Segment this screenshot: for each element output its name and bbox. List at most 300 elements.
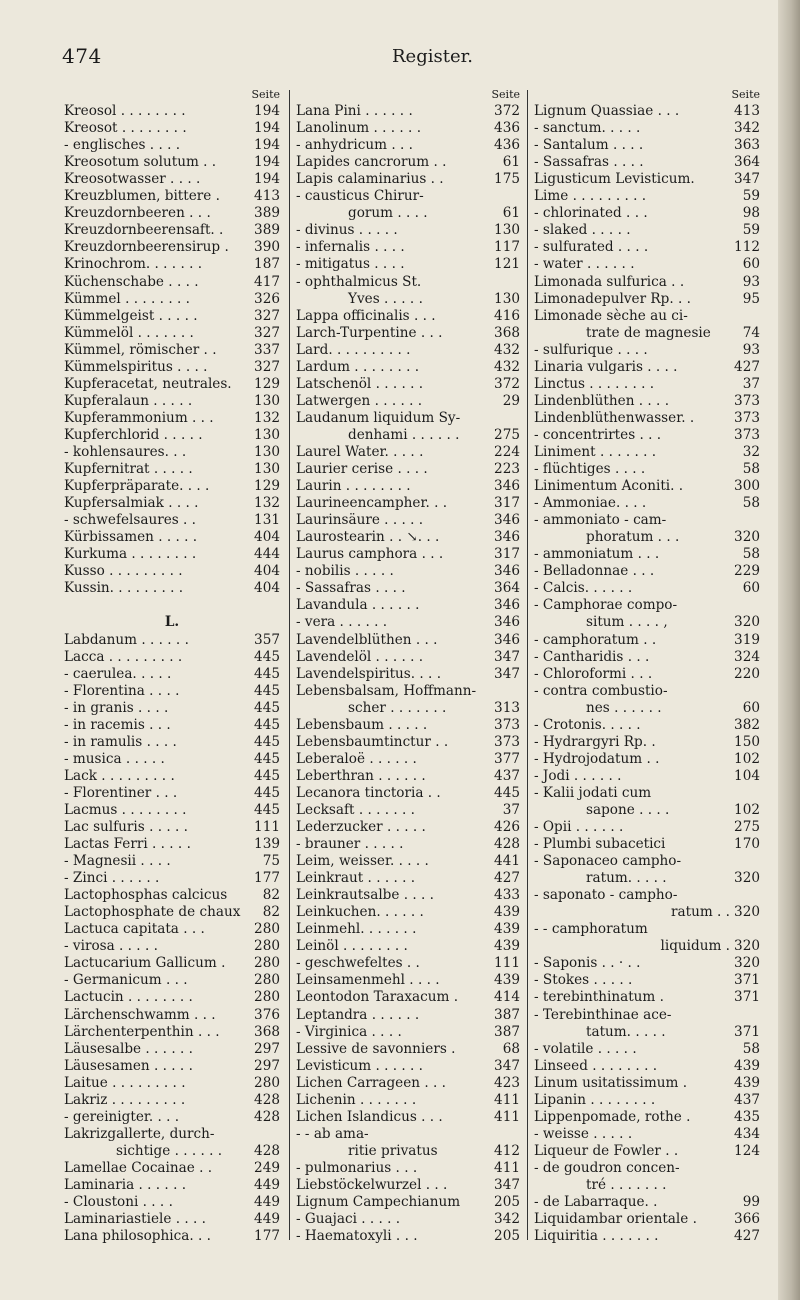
index-entry: [64, 734, 280, 751]
index-entry: [296, 154, 520, 171]
page-reference: 68: [502, 1040, 520, 1057]
entry-term: L.: [164, 614, 180, 631]
page-reference: 404: [254, 580, 280, 597]
index-entry: [296, 1194, 520, 1211]
index-entry: [534, 717, 760, 734]
index-entry: [64, 1058, 280, 1075]
entry-term: Leptandra . . . . . .: [296, 1006, 420, 1023]
page-reference: 249: [254, 1159, 280, 1176]
entry-term: phoratum . . .: [586, 529, 680, 546]
index-column-1: [64, 86, 280, 1245]
page-reference: 427: [734, 1228, 760, 1245]
entry-term: Latschenöl . . . . . .: [296, 375, 424, 392]
index-entry: [296, 785, 520, 802]
column-heading: [296, 86, 520, 103]
page-reference: 347: [494, 1177, 520, 1193]
entry-term: - ophthalmicus St.: [296, 273, 422, 290]
entry-term: Kupferacetat, neutrales.: [64, 375, 232, 392]
page-reference: 437: [734, 1091, 760, 1108]
index-entry: [534, 853, 760, 870]
page-reference: 297: [254, 1040, 280, 1057]
page-reference: 449: [254, 1211, 280, 1228]
index-entry: [296, 529, 520, 546]
index-entry: [534, 529, 760, 546]
index-entry: [296, 904, 520, 921]
entry-term: - Kalii jodati cum: [534, 784, 652, 801]
page-reference: 342: [734, 120, 760, 137]
index-entry: [534, 239, 760, 256]
page-reference: 130: [254, 392, 280, 409]
entry-term: - water . . . . . .: [534, 256, 635, 273]
page-reference: 99: [742, 1194, 760, 1211]
entry-term: Lindenblüthenwasser. .: [534, 409, 695, 426]
entry-term: - ammoniato - cam-: [534, 512, 667, 529]
entry-term: Lana philosophica. . .: [64, 1228, 211, 1245]
index-entry: [534, 308, 760, 325]
index-entry: [296, 955, 520, 972]
page-reference: 58: [742, 461, 760, 478]
entry-term: - Saponaceo campho-: [534, 853, 682, 870]
index-entry: [64, 222, 280, 239]
entry-term: - Germanicum . . .: [64, 972, 188, 989]
entry-term: Limonade sèche au ci-: [534, 307, 688, 324]
page-reference: 364: [494, 580, 520, 597]
entry-term: Lessive de savonniers .: [296, 1040, 456, 1057]
index-entry: [534, 887, 760, 904]
entry-term: Küchenschabe . . . .: [64, 273, 199, 290]
entry-term: Liqueur de Fowler . .: [534, 1142, 679, 1159]
index-entry: [64, 785, 280, 802]
entry-term: Kreuzblumen, bittere .: [64, 188, 220, 205]
entry-term: - gereinigter. . . .: [64, 1108, 180, 1125]
entry-term: Lacmus . . . . . . . .: [64, 801, 187, 818]
entry-term: Lichen Islandicus . . .: [296, 1108, 443, 1125]
page-reference: 205: [494, 1228, 520, 1245]
seite-label: Seite: [251, 88, 280, 101]
index-entry: [296, 734, 520, 751]
entry-term: denhami . . . . . .: [348, 426, 460, 443]
entry-term: Krinochrom. . . . . . .: [64, 256, 203, 273]
entry-term: Kümmel . . . . . . . .: [64, 290, 190, 307]
entry-term: - Sassafras . . . .: [296, 580, 406, 597]
page-reference: 439: [494, 921, 520, 938]
index-entry: [534, 904, 760, 921]
index-entry: [64, 239, 280, 256]
index-entry: [64, 632, 280, 649]
index-entry: [534, 802, 760, 819]
entry-term: - weisse . . . . .: [534, 1125, 633, 1142]
index-entry: [64, 563, 280, 580]
entry-term: Lactophosphas calcicus: [64, 887, 228, 904]
entry-term: Kupferchlorid . . . . .: [64, 426, 203, 443]
page-reference: 382: [734, 716, 760, 733]
index-entry: [64, 154, 280, 171]
page-reference: 194: [254, 120, 280, 137]
index-entry: [64, 308, 280, 325]
entry-term: Kümmelspiritus . . . .: [64, 358, 208, 375]
index-entry: [64, 870, 280, 887]
page-reference: 346: [494, 478, 520, 495]
page-reference: 346: [494, 631, 520, 648]
entry-term: Laurier cerise . . . .: [296, 461, 428, 478]
index-entry: [296, 1058, 520, 1075]
page-reference: 102: [734, 750, 760, 767]
page-reference: 275: [494, 426, 520, 443]
entry-term: - Saponis . . · . .: [534, 955, 641, 972]
entry-term: Liquidambar orientale .: [534, 1211, 697, 1228]
index-entry: [534, 955, 760, 972]
index-entry: [296, 1228, 520, 1245]
index-entry: [64, 461, 280, 478]
page-reference: 327: [254, 307, 280, 324]
index-entry: [296, 461, 520, 478]
page-reference: 320: [734, 614, 760, 631]
index-entry: [296, 614, 520, 631]
index-entry: [296, 393, 520, 410]
page-reference: 275: [734, 819, 760, 836]
entry-term: Lignum Campechianum: [296, 1194, 461, 1211]
index-entry: [296, 291, 520, 308]
page-reference: 205: [494, 1194, 520, 1211]
entry-term: - Florentiner . . .: [64, 784, 178, 801]
entry-term: Lecksaft . . . . . . .: [296, 801, 415, 818]
index-entry: [534, 1075, 760, 1092]
index-entry: [64, 1228, 280, 1245]
page-reference: 130: [254, 426, 280, 443]
page-reference: 445: [254, 716, 280, 733]
index-entry: [64, 529, 280, 546]
entry-term: Kupfernitrat . . . . .: [64, 461, 193, 478]
index-entry: [534, 512, 760, 529]
page-reference: 317: [494, 495, 520, 512]
entry-term: Lanolinum . . . . . .: [296, 120, 422, 137]
index-entry: [296, 444, 520, 461]
page-reference: 313: [494, 699, 520, 716]
entry-term: Kreosotum solutum . .: [64, 154, 217, 171]
index-entry: [296, 171, 520, 188]
index-entry: [64, 955, 280, 972]
entry-term: - causticus Chirur-: [296, 188, 424, 205]
entry-term: Levisticum . . . . . .: [296, 1057, 423, 1074]
page-reference: 437: [494, 767, 520, 784]
page-reference: 436: [494, 137, 520, 154]
index-entry: [534, 870, 760, 887]
index-entry: [296, 597, 520, 614]
entry-term: Lippenpomade, rothe .: [534, 1108, 691, 1125]
entry-term: Laurus camphora . . .: [296, 546, 444, 563]
index-entry: [534, 410, 760, 427]
index-entry: [64, 291, 280, 308]
entry-term: Lactas Ferri . . . . .: [64, 836, 191, 853]
entry-term: - brauner . . . . .: [296, 836, 404, 853]
page-reference: 413: [254, 188, 280, 205]
index-entry: [296, 1041, 520, 1058]
entry-term: Kreosotwasser . . . .: [64, 171, 201, 188]
page-reference: 434: [734, 1125, 760, 1142]
index-entry: [534, 120, 760, 137]
index-entry: [534, 427, 760, 444]
index-entry: [64, 1024, 280, 1041]
page-reference: 368: [494, 324, 520, 341]
entry-term: Lipanin . . . . . . . .: [534, 1091, 656, 1108]
index-entry: [64, 342, 280, 359]
page-reference: 75: [262, 853, 280, 870]
page-reference: 29: [502, 392, 520, 409]
index-entry: [534, 1058, 760, 1075]
page-reference: 413: [734, 103, 760, 120]
page-reference: 280: [254, 921, 280, 938]
entry-term: Ligusticum Levisticum.: [534, 171, 695, 188]
entry-term: - - ab ama-: [296, 1125, 369, 1142]
entry-term: Lana Pini . . . . . .: [296, 103, 413, 120]
page-reference: 130: [494, 222, 520, 239]
entry-term: - caerulea. . . . .: [64, 665, 172, 682]
index-entry: [534, 1211, 760, 1228]
entry-term: Kupferalaun . . . . .: [64, 392, 193, 409]
index-entry: [534, 1194, 760, 1211]
page-reference: 371: [734, 989, 760, 1006]
page-reference: 445: [494, 784, 520, 801]
entry-term: Kreuzdornbeeren . . .: [64, 205, 211, 222]
entry-term: - slaked . . . . .: [534, 222, 631, 239]
index-entry: [296, 1007, 520, 1024]
entry-term: Laminariastiele . . . .: [64, 1211, 206, 1228]
entry-term: Lakriz . . . . . . . . .: [64, 1091, 186, 1108]
index-entry: [64, 1211, 280, 1228]
page-reference: 371: [734, 1023, 760, 1040]
entry-term: Lebensbaum . . . . .: [296, 716, 428, 733]
entry-term: - Magnesii . . . .: [64, 853, 171, 870]
page-reference: 404: [254, 529, 280, 546]
page-reference: 95: [742, 290, 760, 307]
index-entry: [534, 171, 760, 188]
page-reference: 346: [494, 614, 520, 631]
index-entry: [64, 120, 280, 137]
page-reference: 320: [734, 904, 760, 921]
page-reference: 320: [734, 938, 760, 955]
index-entry: [64, 1092, 280, 1109]
entry-term: - Camphorae compo-: [534, 597, 678, 614]
column-divider: [527, 90, 528, 1240]
entry-term: liquidum .: [660, 938, 730, 955]
page-reference: 389: [254, 222, 280, 239]
index-entry: [534, 188, 760, 205]
index-entry: [64, 768, 280, 785]
page-reference: 445: [254, 750, 280, 767]
page-reference: 93: [742, 341, 760, 358]
entry-term: Leontodon Taraxacum .: [296, 989, 459, 1006]
entry-term: - Plumbi subacetici: [534, 836, 666, 853]
page-reference: 327: [254, 358, 280, 375]
index-entry: [296, 989, 520, 1006]
entry-term: Lavendelspiritus. . . .: [296, 665, 442, 682]
index-entry: [64, 819, 280, 836]
entry-term: Lignum Quassiae . . .: [534, 103, 680, 120]
index-entry: [296, 205, 520, 222]
index-entry: [296, 103, 520, 120]
index-entry: [534, 461, 760, 478]
entry-term: Larch-Turpentine . . .: [296, 324, 443, 341]
entry-term: - Florentina . . . .: [64, 682, 180, 699]
page-reference: 346: [494, 597, 520, 614]
page-reference: 371: [734, 972, 760, 989]
page-reference: 111: [254, 819, 280, 836]
page-reference: 32: [742, 443, 760, 460]
entry-term: - Hydrargyri Rp. .: [534, 733, 656, 750]
index-entry: [534, 768, 760, 785]
entry-term: Lärchenterpenthin . . .: [64, 1023, 220, 1040]
entry-term: Lardum . . . . . . . .: [296, 358, 420, 375]
index-columns: [64, 86, 778, 1286]
entry-term: Kümmel, römischer . .: [64, 341, 217, 358]
entry-term: Lederzucker . . . . .: [296, 819, 426, 836]
page-reference: 320: [734, 529, 760, 546]
page-reference: 423: [494, 1074, 520, 1091]
page-reference: 387: [494, 1023, 520, 1040]
page-reference: 300: [734, 478, 760, 495]
index-entry: [296, 836, 520, 853]
index-entry: [64, 512, 280, 529]
entry-term: Leinkuchen. . . . . .: [296, 904, 424, 921]
page-reference: 59: [742, 188, 760, 205]
book-spine-shadow: [778, 0, 800, 1300]
page-reference: 363: [734, 137, 760, 154]
entry-term: Leberaloë . . . . . .: [296, 750, 417, 767]
page-reference: 60: [742, 256, 760, 273]
index-entry: [534, 580, 760, 597]
page-reference: 439: [494, 938, 520, 955]
page-reference: 37: [502, 801, 520, 818]
page-reference: 412: [494, 1142, 520, 1159]
page-reference: 132: [254, 409, 280, 426]
page-reference: 347: [494, 665, 520, 682]
entry-term: Lavendelöl . . . . . .: [296, 648, 424, 665]
index-entry: [64, 1109, 280, 1126]
index-entry: [534, 632, 760, 649]
entry-term: sapone . . . .: [586, 801, 670, 818]
entry-term: - pulmonarius . . .: [296, 1159, 418, 1176]
page-reference: 280: [254, 972, 280, 989]
index-entry: [296, 887, 520, 904]
index-entry: [64, 188, 280, 205]
index-entry: [64, 1075, 280, 1092]
index-entry: [296, 376, 520, 393]
index-entry: [296, 819, 520, 836]
entry-term: Lapis calaminarius . .: [296, 171, 444, 188]
index-entry: [296, 580, 520, 597]
page-reference: 445: [254, 801, 280, 818]
page-reference: 327: [254, 324, 280, 341]
index-entry: [296, 1075, 520, 1092]
index-entry: [64, 325, 280, 342]
entry-term: - - camphoratum: [534, 921, 648, 938]
page-reference: 177: [254, 1228, 280, 1245]
entry-term: Kreuzdornbeerensaft. .: [64, 222, 224, 239]
index-entry: [296, 342, 520, 359]
index-entry: [296, 649, 520, 666]
page-reference: 194: [254, 103, 280, 120]
index-entry: [296, 1211, 520, 1228]
index-entry: [296, 938, 520, 955]
index-entry: [296, 308, 520, 325]
entry-term: - englisches . . . .: [64, 137, 181, 154]
entry-term: - anhydricum . . .: [296, 137, 413, 154]
entry-term: ratum. . . . .: [586, 870, 667, 887]
index-column-2: [296, 86, 520, 1245]
index-entry: [64, 1177, 280, 1194]
entry-term: - nobilis . . . . .: [296, 563, 394, 580]
index-entry: [296, 359, 520, 376]
index-entry: [296, 563, 520, 580]
entry-term: Kreosot . . . . . . . .: [64, 120, 187, 137]
page-reference: 280: [254, 989, 280, 1006]
page-reference: 319: [734, 631, 760, 648]
entry-term: Kupfersalmiak . . . .: [64, 495, 199, 512]
entry-term: Laurinsäure . . . . .: [296, 512, 424, 529]
entry-term: - kohlensaures. . .: [64, 443, 187, 460]
entry-term: Lard. . . . . . . . . .: [296, 341, 411, 358]
entry-term: Laurin . . . . . . . .: [296, 478, 411, 495]
page-reference: 426: [494, 819, 520, 836]
page-reference: 187: [254, 256, 280, 273]
entry-term: Kupferammonium . . .: [64, 409, 214, 426]
page-reference: 436: [494, 120, 520, 137]
index-column-3: [534, 86, 760, 1245]
index-entry: [64, 802, 280, 819]
entry-term: Liebstöckelwurzel . . .: [296, 1177, 448, 1193]
index-entry: [534, 222, 760, 239]
index-entry: [64, 1126, 280, 1143]
entry-term: Laudanum liquidum Sy-: [296, 409, 461, 426]
index-entry: [534, 1041, 760, 1058]
index-entry: [296, 256, 520, 273]
index-entry: [296, 1109, 520, 1126]
page-reference: 347: [494, 1057, 520, 1074]
index-entry: [534, 1177, 760, 1194]
entry-term: - Calcis. . . . . .: [534, 580, 633, 597]
index-entry: [296, 1126, 520, 1143]
page-reference: 445: [254, 699, 280, 716]
page-reference: 58: [742, 1040, 760, 1057]
index-entry: [296, 870, 520, 887]
page-reference: 357: [254, 631, 280, 648]
page-reference: 432: [494, 341, 520, 358]
index-entry: [534, 1160, 760, 1177]
index-entry: [64, 580, 280, 597]
page-reference: 428: [254, 1108, 280, 1125]
page-reference: 373: [494, 716, 520, 733]
page-reference: 411: [494, 1159, 520, 1176]
entry-term: - de Labarraque. .: [534, 1194, 658, 1211]
entry-term: - volatile . . . . .: [534, 1040, 637, 1057]
page-reference: 121: [494, 256, 520, 273]
entry-term: Lamellae Cocainae . .: [64, 1159, 213, 1176]
index-entry: [64, 1143, 280, 1160]
page-reference: 445: [254, 767, 280, 784]
page-reference: 129: [254, 478, 280, 495]
index-entry: [64, 427, 280, 444]
page-reference: 372: [494, 375, 520, 392]
page-reference: 111: [494, 955, 520, 972]
page-reference: 98: [742, 205, 760, 222]
entry-term: Linseed . . . . . . . .: [534, 1057, 658, 1074]
index-entry: [534, 1092, 760, 1109]
page-reference: 373: [734, 426, 760, 443]
entry-term: Leinkrautsalbe . . . .: [296, 887, 434, 904]
page-number: 474: [62, 44, 102, 68]
entry-term: Kreosol . . . . . . . .: [64, 103, 186, 120]
entry-term: - Chloroformi . . .: [534, 665, 653, 682]
